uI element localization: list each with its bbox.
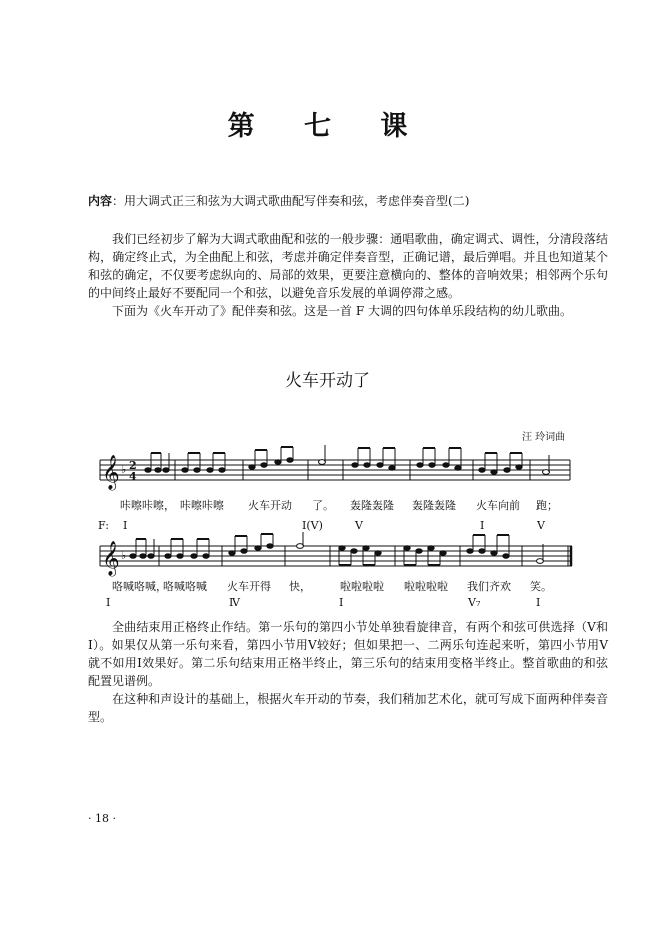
- intro-text: [88, 230, 608, 320]
- body-paragraph-1: 全曲结束用正格终止作结。第一乐句的第四小节处单独看旋律音，有两个和弦可供选择（V和Ⅰ）。如果仅从第一乐句来看，第四小节用V较好；但如果把一、二两乐句连起来听，第四小节用V就不如用Ⅰ效果好。第二乐句结束用正格半终止，第三乐句的结束用变格半终止。整首歌曲的和弦配置见谱例。: [88, 620, 608, 688]
- lesson-title: 第 七 课: [227, 111, 428, 142]
- chord-below-1: I: [106, 596, 111, 609]
- lyric-line-2-8: 笑。: [530, 580, 552, 593]
- treble-clef-icon: 𝄞: [102, 541, 120, 576]
- content-text: ：用大调式正三和弦为大调式歌曲配写伴奏和弦，考虑伴奏音型(二): [112, 194, 470, 208]
- lyric-line-1-5: 轰隆轰隆: [350, 499, 394, 512]
- music-staff-line-2: [0, 532, 655, 582]
- time-signature-bottom: 4: [129, 470, 137, 483]
- intro-paragraph-2: 下面为《火车开动了》配伴奏和弦。这是一首 F 大调的四句体单乐段结构的幼儿歌曲。: [112, 304, 572, 318]
- song-title: 火车开动了: [285, 371, 370, 391]
- lyric-line-2-7: 我们齐欢: [467, 580, 511, 593]
- lyric-line-2-3: 火车开得: [227, 580, 271, 593]
- content-line: [88, 192, 469, 209]
- chord-above-3: V: [355, 519, 363, 532]
- lyric-line-2-2: 咯喊咯喊: [163, 580, 207, 593]
- body-text: [88, 618, 608, 726]
- flat-icon: ♭: [121, 549, 127, 562]
- lyric-line-1-8: 跑；: [536, 499, 558, 512]
- lyric-line-2-4: 快，: [289, 580, 311, 593]
- lyric-line-1-2: 咔嚓咔嚓: [180, 499, 224, 512]
- chord-above-5: V: [537, 519, 545, 532]
- lyric-line-2-5: 啦啦啦啦: [340, 580, 384, 593]
- chord-below-4: V₇: [468, 596, 481, 609]
- page-number: · 18 ·: [88, 812, 116, 825]
- key-label: F:: [98, 519, 109, 532]
- song-composer: 汪 玲词曲: [522, 432, 566, 443]
- content-label: 内容: [88, 194, 113, 208]
- lyric-line-1-7: 火车向前: [476, 499, 520, 512]
- chord-above-2: I(V): [302, 519, 323, 532]
- time-signature-top: 2: [129, 459, 137, 472]
- flat-icon: ♭: [121, 463, 127, 476]
- music-staff-line-1: [0, 440, 655, 496]
- lyric-line-1-1: 咔嚓咔嚓，: [120, 499, 175, 512]
- chord-above-1: I: [123, 519, 128, 532]
- intro-paragraph-1: 我们已经初步了解为大调式歌曲配和弦的一般步骤：通唱歌曲，确定调式、调性，分清段落结构，确定终止式，为全曲配上和弦，考虑并确定伴奏音型，正确记谱，最后弹唱。并且也知道某个和弦的确定，不仅要考虑纵向的、局部的效果，更要注意横向的、整体的音响效果；相邻两个乐句的中间终止最好不要配同一个和弦，以避免音乐发展的单调停滞之感。: [88, 232, 608, 300]
- lyric-line-1-6: 轰隆轰隆: [412, 499, 456, 512]
- chord-below-5: I: [536, 596, 541, 609]
- chord-above-4: I: [480, 519, 485, 532]
- treble-clef-icon: 𝄞: [102, 455, 120, 490]
- lyric-line-1-4: 了。: [312, 499, 334, 512]
- lyric-line-2-1: 咯喊咯喊，: [112, 580, 167, 593]
- chord-below-3: I: [339, 596, 344, 609]
- body-paragraph-2: 在这种和声设计的基础上，根据火车开动的节奏，我们稍加艺术化，就可写成下面两种伴奏音型。: [88, 692, 608, 724]
- lyric-line-2-6: 啦啦啦啦: [404, 580, 448, 593]
- chord-below-2: Ⅳ: [229, 596, 240, 609]
- lyric-line-1-3: 火车开动: [248, 499, 292, 512]
